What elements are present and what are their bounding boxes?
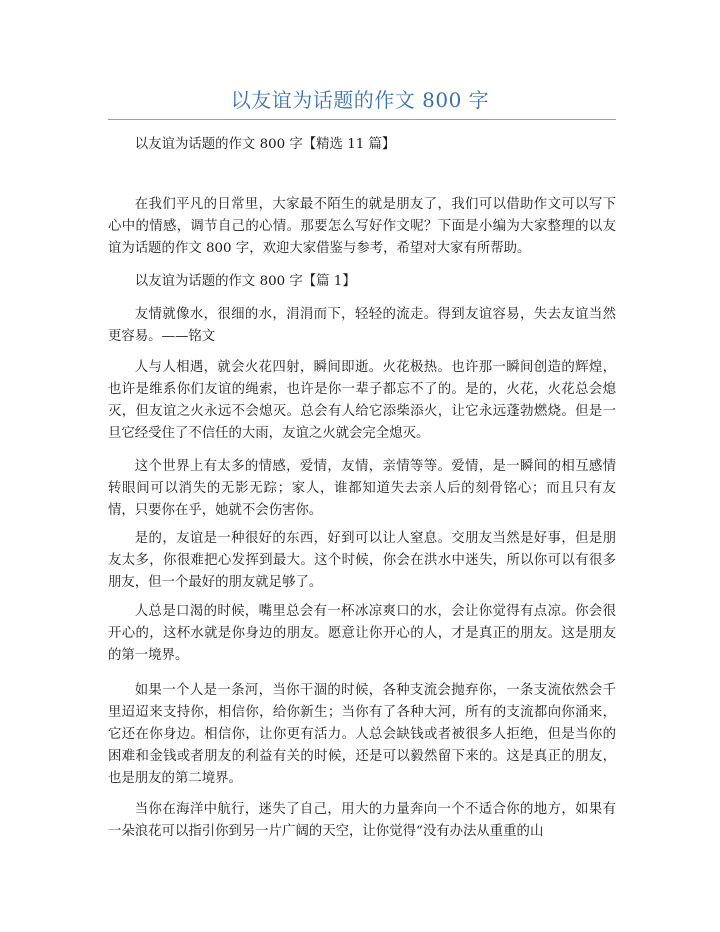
body-paragraph: 是的，友谊是一种很好的东西，好到可以让人窒息。交朋友当然是好事，但是朋友太多，你很难把心发挥到最大。这个时候，你会在洪水中迷失，所以你可以有很多朋友，但一个最好的朋友就足够了。: [108, 531, 616, 590]
body-paragraph: 如果一个人是一条河，当你干涸的时候，各种支流会抛弃你，一条支流依然会千里迢迢来支持你，相信你，给你新生；当你有了各种大河，所有的支流都向你涌来，它还在你身边。相信你，让你更有活力。人总会缺钱或者被很多人拒绝，但是当你的困难和金钱或者朋友的利益有关的时候，还是可以毅然留下来的。这是真正的朋友，也是朋友的第二境界。: [108, 683, 616, 786]
body-paragraph: 友情就像水，很细的水，涓涓而下，轻轻的流走。得到友谊容易，失去友谊当然更容易。——铭文: [108, 307, 616, 344]
document-subtitle: 以友谊为话题的作文 800 字【精选 11 篇】: [134, 137, 396, 152]
body-paragraph: 人总是口渴的时候，嘴里总会有一杯冰凉爽口的水，会让你觉得有点凉。你会很开心的，这杯水就是你身边的朋友。愿意让你开心的人，才是真正的朋友。这是朋友的第一境界。: [108, 604, 616, 663]
body-paragraph: 当你在海洋中航行，迷失了自己，用大的力量奔向一个不适合你的地方，如果有一朵浪花可以指引你到另一片广阔的天空，让你觉得“没有办法从重重的山: [108, 802, 616, 839]
body-paragraph: 人与人相遇，就会火花四射，瞬间即逝。火花极热。也许那一瞬间创造的辉煌，也许是维系你们友谊的绳索，也许是你一辈子都忘不了的。是的，火花，火花总会熄灭，但友谊之火永远不会熄灭。总会有人给它添柴添火，让它永远蓬勃燃烧。但是一旦它经受住了不信任的大雨，友谊之火就会完全熄灭。: [108, 360, 616, 441]
title-divider: [108, 119, 616, 120]
section-heading: 以友谊为话题的作文 800 字【篇 1】: [134, 274, 356, 289]
document-title: 以友谊为话题的作文 800 字: [230, 88, 490, 112]
intro-paragraph: 在我们平凡的日常里，大家最不陌生的就是朋友了，我们可以借助作文可以写下心中的情感，调节自己的心情。那要怎么写好作文呢？下面是小编为大家整理的以友谊为话题的作文 800 字，欢迎大家借鉴与参考，希望对大家有所帮助。: [108, 197, 616, 256]
body-paragraph: 这个世界上有太多的情感，爱情，友情，亲情等等。爱情，是一瞬间的相互感情转眼间可以消失的无影无踪；家人，谁都知道失去亲人后的刻骨铭心；而且只有友情，只要你在乎，她就不会伤害你。: [108, 459, 616, 518]
